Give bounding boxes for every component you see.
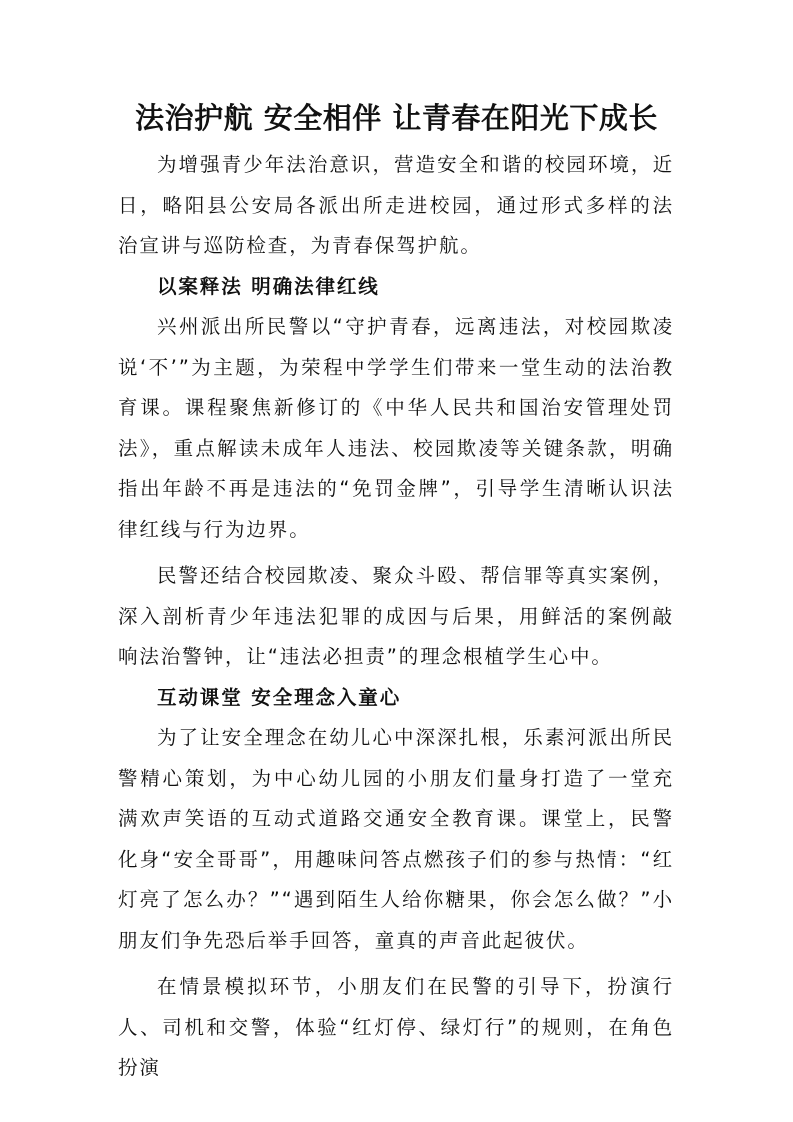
section-heading-1: 以案释法 明确法律红线 [157, 274, 380, 298]
section-heading-2: 互动课堂 安全理念入童心 [157, 685, 402, 709]
section-2-paragraph-1: 为了让安全理念在幼儿心中深深扎根，乐素河派出所民警精心策划，为中心幼儿园的小朋友们量身打造了一堂充满欢声笑语的互动式道路交通安全教育课。课堂上，民警化身“安全哥哥”，用趣味问答点燃孩子们的参与热情：“红灯亮了怎么办？”“遇到陌生人给你糖果，你会怎么做？”小朋友们争先恐后举手回答，童真的声音此起彼伏。 [118, 726, 674, 952]
section-1-paragraph-1: 兴州派出所民警以“守护青春，远离违法，对校园欺凌说‘不’”为主题，为荣程中学学生们带来一堂生动的法治教育课。课程聚焦新修订的《中华人民共和国治安管理处罚法》，重点解读未成年人违法、校园欺凌等关键条款，明确指出年龄不再是违法的“免罚金牌”，引导学生清晰认识法律红线与行为边界。 [118, 315, 674, 541]
section-2-paragraph-2: 在情景模拟环节，小朋友们在民警的引导下，扮演行人、司机和交警，体验“红灯停、绿灯行”的规则，在角色扮演 [118, 975, 674, 1079]
intro-paragraph: 为增强青少年法治意识，营造安全和谐的校园环境，近日，略阳县公安局各派出所走进校园，通过形式多样的法治宣讲与巡防检查，为青春保驾护航。 [118, 153, 674, 257]
section-1-paragraph-2: 民警还结合校园欺凌、聚众斗殴、帮信罪等真实案例，深入剖析青少年违法犯罪的成因与后果，用鲜活的案例敲响法治警钟，让“违法必担责”的理念根植学生心中。 [118, 564, 674, 668]
article-title: 法治护航 安全相伴 让青春在阳光下成长 [135, 101, 658, 135]
article-body [118, 145, 674, 1089]
